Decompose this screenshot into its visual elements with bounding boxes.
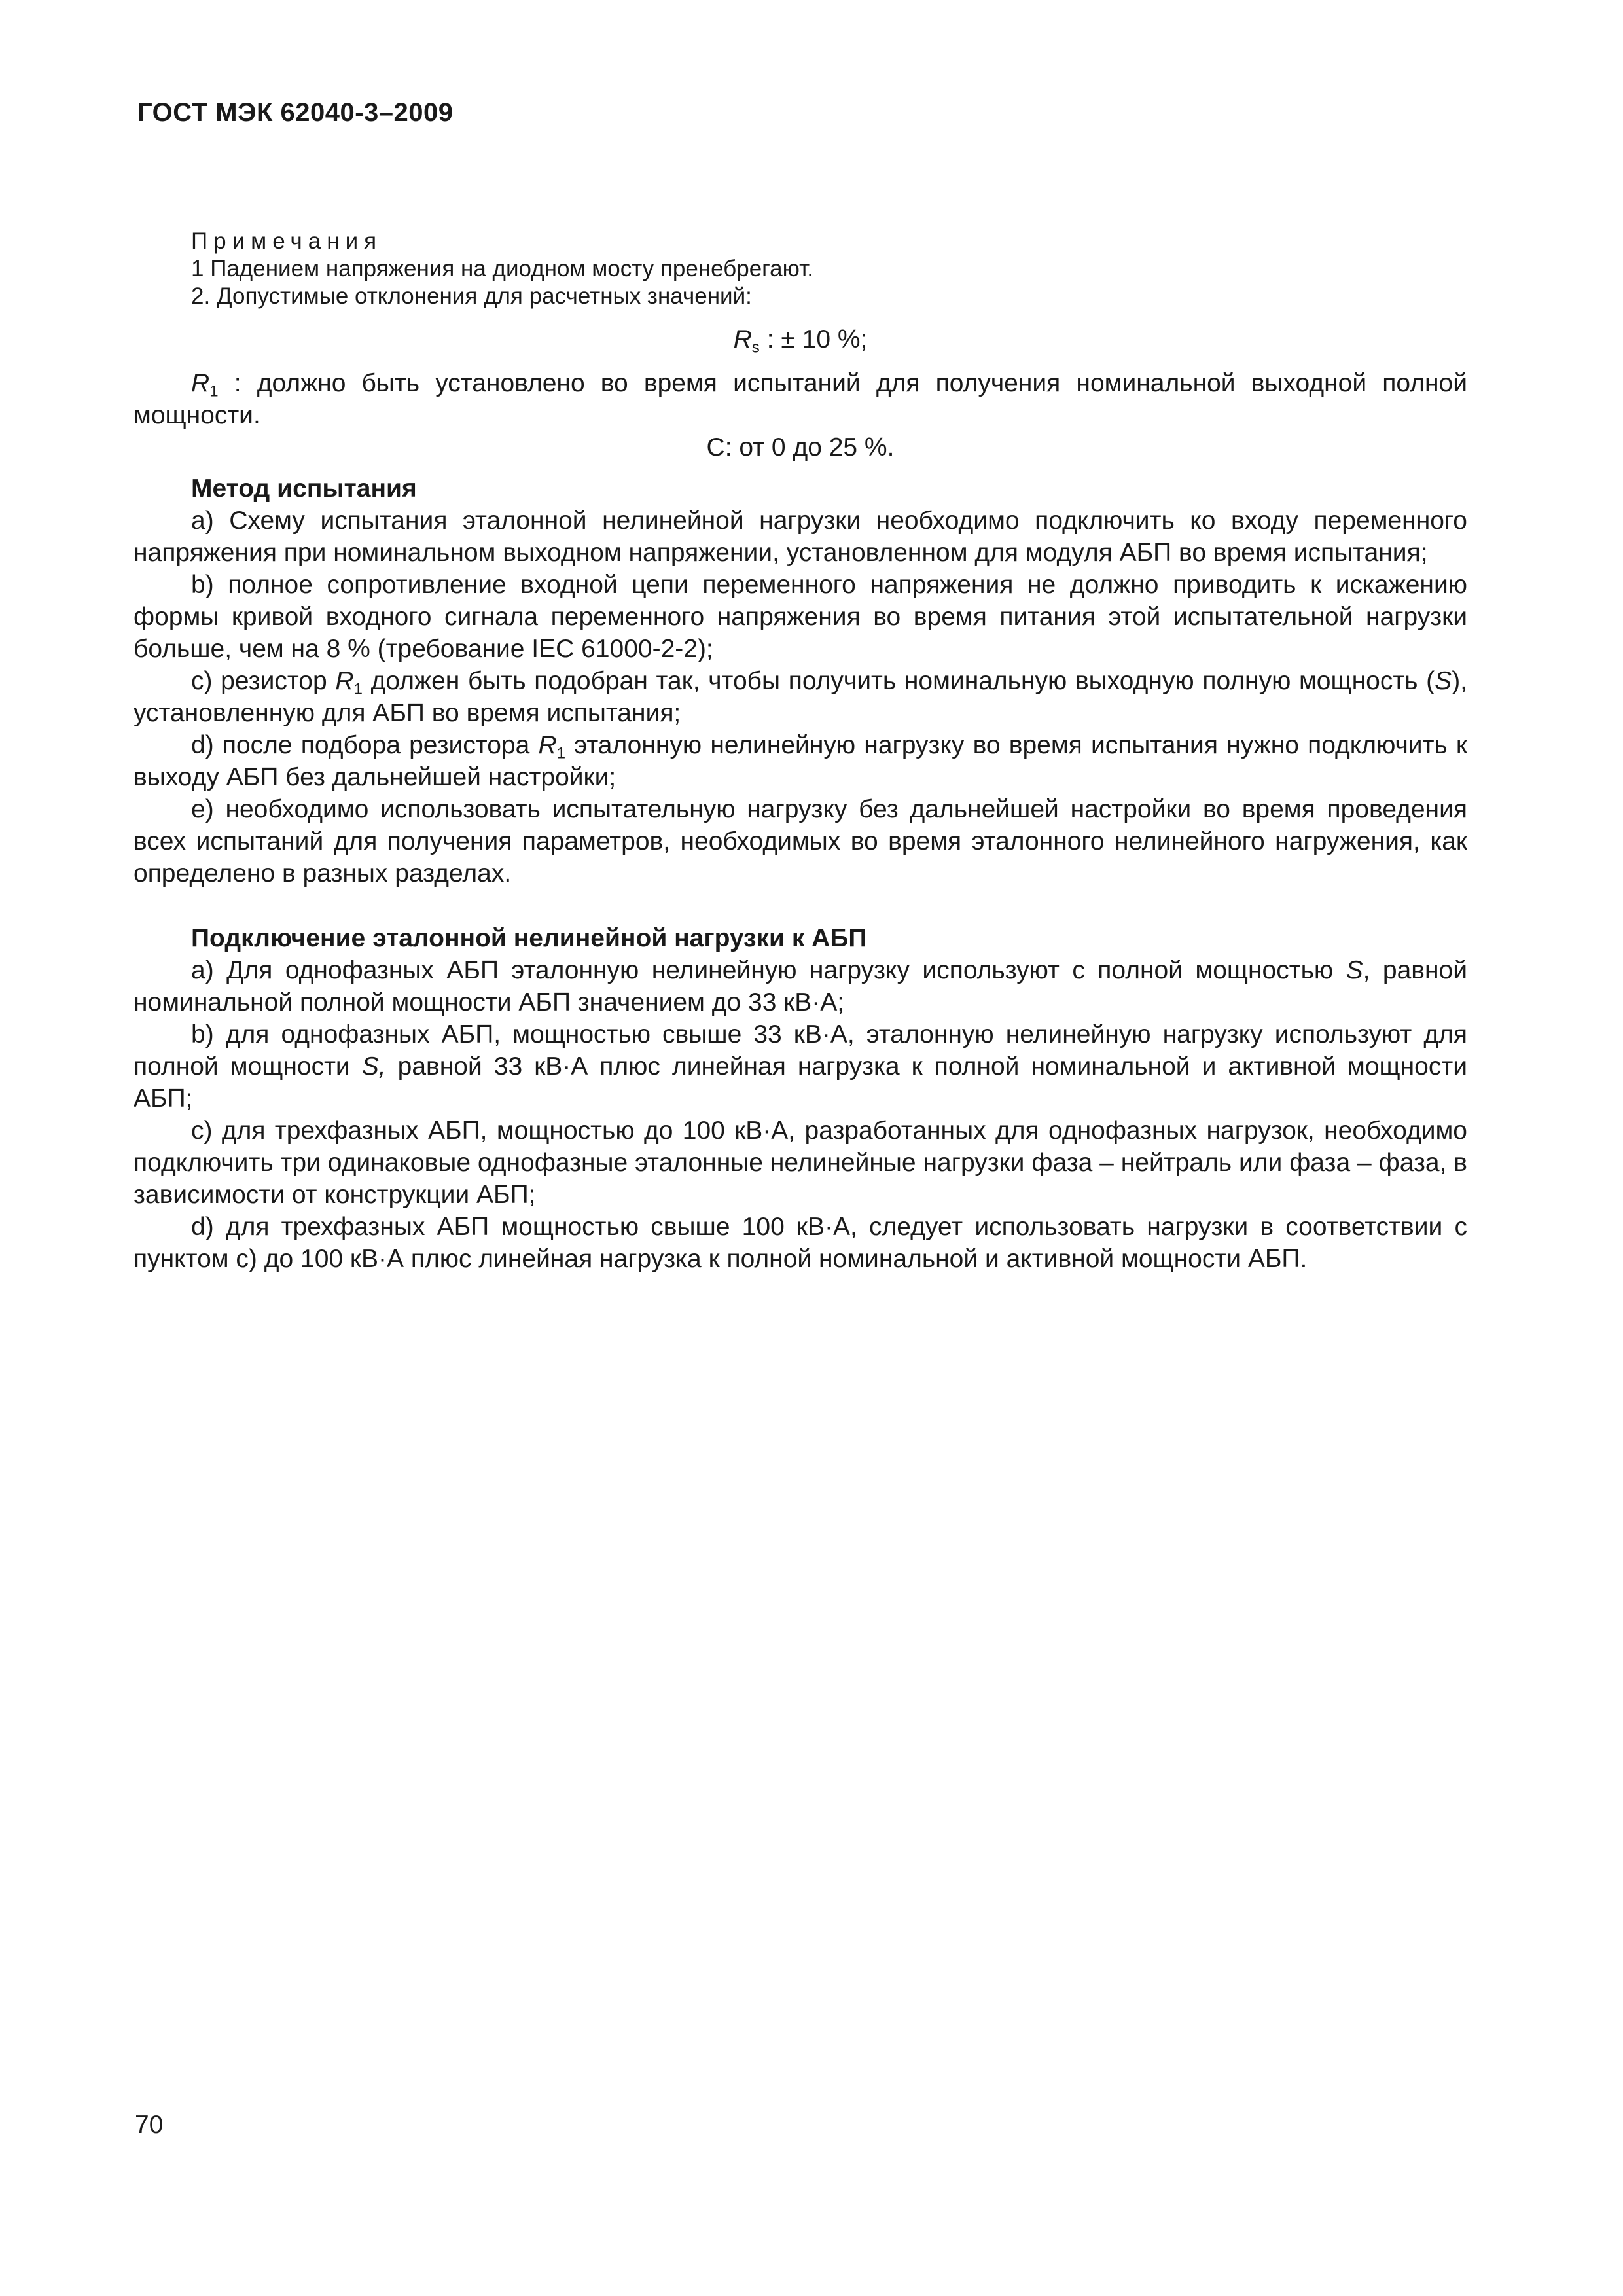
r1-symbol: R bbox=[191, 369, 210, 397]
r1-tolerance-text: : должно быть установлено во время испытаний для получения номинальной выходной полной мощности. bbox=[134, 369, 1467, 429]
rs-symbol: R bbox=[733, 325, 752, 353]
r1-symbol: R bbox=[335, 667, 354, 695]
method-item-d bbox=[134, 729, 1467, 793]
s-symbol: S bbox=[1435, 667, 1452, 695]
method-item-c-text-2: должен быть подобран так, чтобы получить номинальную выходную полную мощность ( bbox=[362, 667, 1435, 695]
document-header: ГОСТ МЭК 62040-3–2009 bbox=[137, 98, 454, 127]
note-item-2: 2. Допустимые отклонения для расчетных значений: bbox=[191, 283, 752, 309]
method-item-e: e) необходимо использовать испытательную нагрузку без дальнейшей настройки во время проведения всех испытаний для получения параметров, необходимых во время эталонного нелинейного нагружения, как определено в разных разделах. bbox=[134, 795, 1467, 888]
notes-block bbox=[134, 228, 1467, 310]
connection-item-a-text-1: a) Для однофазных АБП эталонную нелинейную нагрузку используют с полной мощностью bbox=[191, 956, 1346, 984]
r1-symbol: R bbox=[538, 731, 557, 759]
connection-heading: Подключение эталонной нелинейной нагрузки к АБП bbox=[191, 924, 867, 952]
r1-subscript: 1 bbox=[556, 744, 566, 762]
r1-subscript: 1 bbox=[353, 680, 363, 698]
connection-item-a bbox=[134, 954, 1467, 1018]
method-item-a: a) Схему испытания эталонной нелинейной нагрузки необходимо подключить ко входу переменного напряжения при номинальном выходном напряжении, установленном для модуля АБП во время испытания; bbox=[134, 507, 1467, 567]
page-content bbox=[134, 228, 1467, 1275]
connection-item-c: c) для трехфазных АБП, мощностью до 100 кВ·А, разработанных для однофазных нагрузок, необходимо подключить три одинаковые однофазные эталонные нелинейные нагрузки фаза – нейтраль или фаза – фаза, в зависимости от конструкции АБП; bbox=[134, 1117, 1467, 1209]
page-number: 70 bbox=[135, 2111, 164, 2139]
method-item-d-text-2: эталонную нелинейную нагрузку во время испытания нужно подключить к выходу АБП без дальнейшей настройки; bbox=[134, 731, 1467, 791]
connection-item-b-text-1: b) для однофазных АБП, мощностью свыше 33 кВ·А, эталонную нелинейную нагрузку используют для полной мощности bbox=[134, 1020, 1467, 1081]
connection-item-d: d) для трехфазных АБП мощностью свыше 100 кВ·А, следует использовать нагрузки в соответствии с пунктом c) до 100 кВ·А плюс линейная нагрузка к полной номинальной и активной мощности АБП. bbox=[134, 1213, 1467, 1273]
s-symbol: S bbox=[1346, 956, 1363, 984]
rs-tolerance-value: : ± 10 %; bbox=[759, 325, 868, 353]
method-heading: Метод испытания bbox=[191, 475, 417, 503]
r1-tolerance-paragraph bbox=[134, 367, 1467, 431]
connection-item-b bbox=[134, 1018, 1467, 1115]
rs-tolerance-line bbox=[134, 323, 1467, 355]
method-item-c bbox=[134, 665, 1467, 729]
method-item-c-text-3: ), установленную для АБП во время испытания; bbox=[134, 667, 1468, 727]
connection-item-b-text-2: равной 33 кВ·А плюс линейная нагрузка к полной номинальной и активной мощности АБП; bbox=[134, 1052, 1467, 1113]
c-tolerance-line: С: от 0 до 25 %. bbox=[706, 433, 895, 461]
method-item-d-text-1: d) после подбора резистора bbox=[191, 731, 539, 759]
s-symbol: S, bbox=[361, 1052, 386, 1081]
connection-item-a-text-2: , равной номинальной полной мощности АБП значением до 33 кВ·А; bbox=[134, 956, 1467, 1016]
method-item-c-text-1: c) резистор bbox=[191, 667, 336, 695]
notes-title: Примечания bbox=[191, 228, 383, 254]
rs-subscript: s bbox=[751, 338, 760, 357]
method-item-b: b) полное сопротивление входной цепи переменного напряжения не должно приводить к искажению формы кривой входного сигнала переменного напряжения во время питания этой испытательной нагрузки больше, чем на 8 % (требование IEC 61000-2-2); bbox=[134, 571, 1467, 663]
note-item-1: 1 Падением напряжения на диодном мосту пренебрегают. bbox=[191, 256, 813, 281]
r1-subscript: 1 bbox=[209, 382, 219, 401]
